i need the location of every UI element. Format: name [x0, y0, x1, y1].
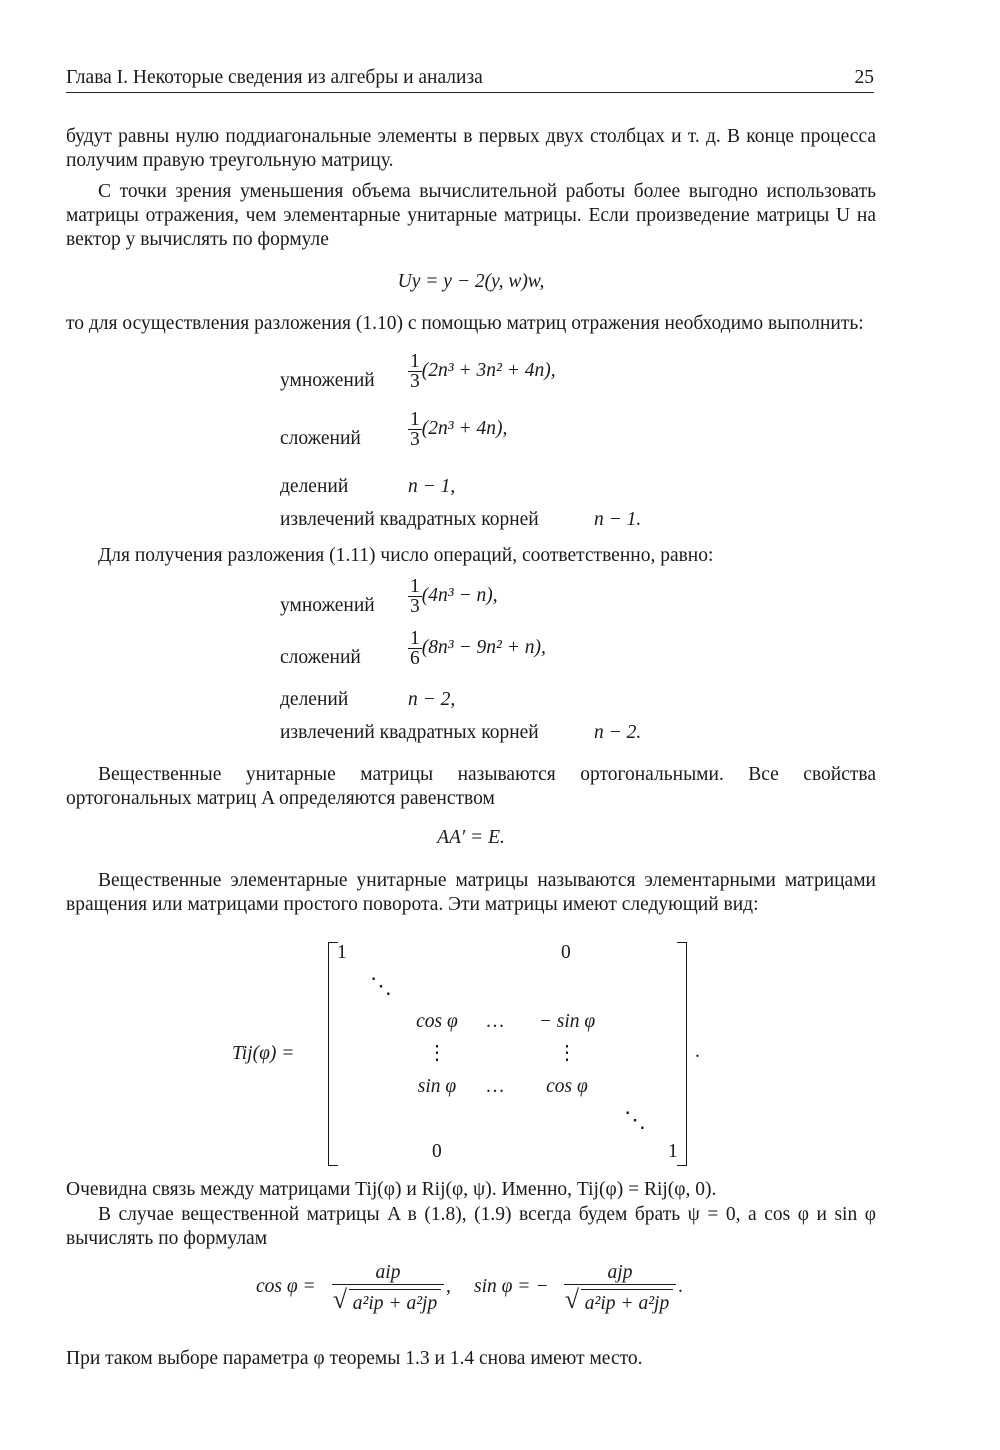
paragraph-1: будут равны нулю поддиагональные элементы в первых двух столбцах и т. д. В конце процесса получим правую треугольную матрицу.: [66, 126, 876, 171]
ops2-mult-label: умножений: [280, 595, 375, 616]
sin-lhs: sin φ = −: [474, 1276, 549, 1297]
chapter-title: Глава I. Некоторые сведения из алгебры и анализа: [66, 67, 483, 88]
matrix-zero-bottom: 0: [432, 1141, 442, 1162]
sin-numerator: ajp: [564, 1262, 676, 1285]
ops2-add-value: [408, 629, 546, 668]
matrix-zero-top: 0: [561, 942, 571, 963]
frac-num: 1: [410, 628, 420, 649]
ops1-add-expr: (2n³ + 4n),: [421, 417, 508, 439]
matrix-lhs: Tij(φ) =: [232, 1043, 295, 1064]
matrix-hdots-2: …: [485, 1076, 505, 1097]
ops2-add-expr: (8n³ − 9n² + n),: [421, 636, 546, 658]
frac-num: 1: [410, 576, 420, 597]
paragraph-9: При таком выборе параметра φ теоремы 1.3 и 1.4 снова имеют место.: [66, 1348, 643, 1369]
ops1-sqrt-expr: n − 1.: [594, 509, 642, 530]
sin-denominator: √ a²ip + a²jp: [581, 1289, 673, 1318]
matrix-left-bracket: [328, 942, 338, 1166]
matrix-hdots-1: …: [485, 1011, 505, 1032]
frac-num: 1: [410, 409, 420, 430]
paragraph-7: Очевидна связь между матрицами Tij(φ) и Rij(φ, ψ). Именно, Tij(φ) = Rij(φ, 0).: [66, 1179, 717, 1200]
matrix-vdots-left: ⋮: [427, 1043, 447, 1064]
matrix-minus-sin: − sin φ: [538, 1011, 596, 1032]
cos-comma: ,: [446, 1276, 451, 1297]
matrix-cos-jj: cos φ: [546, 1076, 588, 1097]
ops2-mult-value: [408, 577, 498, 616]
frac-den: 3: [410, 596, 420, 617]
ops2-div-expr: n − 2,: [408, 689, 456, 710]
ops2-add-label: сложений: [280, 647, 361, 668]
frac-den: 6: [410, 648, 420, 669]
matrix-one-top: 1: [337, 942, 347, 963]
paragraph-3: то для осуществления разложения (1.10) с помощью матриц отражения необходимо выполнить:: [66, 313, 864, 334]
matrix-right-bracket: [677, 942, 687, 1166]
page-number: 25: [854, 67, 874, 88]
ops1-sqrt-label: извлечений квадратных корней: [280, 509, 539, 530]
matrix-vdots-right: ⋮: [557, 1043, 577, 1064]
ops1-add-label: сложений: [280, 428, 361, 449]
cos-lhs: cos φ =: [256, 1276, 316, 1297]
ops1-mult-expr: (2n³ + 3n² + 4n),: [421, 359, 556, 381]
frac-num: 1: [410, 351, 420, 372]
cos-numerator: aip: [332, 1262, 444, 1285]
sin-period: .: [678, 1276, 683, 1297]
paragraph-2: С точки зрения уменьшения объема вычислительной работы более выгодно использовать матрицы отражения, чем элементарные унитарные матрицы. Если произведение матрицы U на вектор y вычислять по формуле: [66, 181, 876, 250]
cos-fraction: [332, 1262, 444, 1318]
matrix-sin-ji: sin φ: [417, 1076, 457, 1097]
matrix-ddots-lower: ⋱: [624, 1107, 646, 1132]
ops1-div-expr: n − 1,: [408, 476, 456, 497]
paragraph-5: Вещественные унитарные матрицы называются ортогональными. Все свойства ортогональных матриц A определяются равенством: [66, 764, 876, 809]
ops2-mult-expr: (4n³ − n),: [421, 584, 498, 606]
cos-denominator: √ a²ip + a²jp: [349, 1289, 441, 1318]
matrix-cos-ii: cos φ: [416, 1011, 458, 1032]
paragraph-4: Для получения разложения (1.11) число операций, соответственно, равно:: [98, 545, 714, 566]
matrix-ddots-upper: ⋱: [370, 973, 392, 998]
ops1-mult-label: умножений: [280, 370, 375, 391]
running-header: [66, 64, 874, 93]
ops1-mult-value: [408, 352, 556, 391]
paragraph-6: Вещественные элементарные унитарные матрицы называются элементарными матрицами вращения или матрицами простого поворота. Эти матрицы имеют следующий вид:: [66, 870, 876, 915]
frac-den: 3: [410, 371, 420, 392]
matrix-one-bottom: 1: [668, 1141, 678, 1162]
ops1-div-label: делений: [280, 476, 349, 497]
ops1-add-value: [408, 410, 507, 449]
formula-aa: AA′ = E.: [437, 827, 505, 848]
paragraph-8: В случае вещественной матрицы A в (1.8), (1.9) всегда будем брать ψ = 0, а cos φ и sin φ вычислять по формулам: [66, 1204, 876, 1249]
matrix-period: .: [695, 1041, 700, 1062]
frac-den: 3: [410, 429, 420, 450]
ops2-div-label: делений: [280, 689, 349, 710]
ops2-sqrt-label: извлечений квадратных корней: [280, 722, 539, 743]
ops2-sqrt-expr: n − 2.: [594, 722, 642, 743]
sin-fraction: [564, 1262, 676, 1318]
formula-uy: Uy = y − 2(y, w)w,: [397, 271, 545, 292]
